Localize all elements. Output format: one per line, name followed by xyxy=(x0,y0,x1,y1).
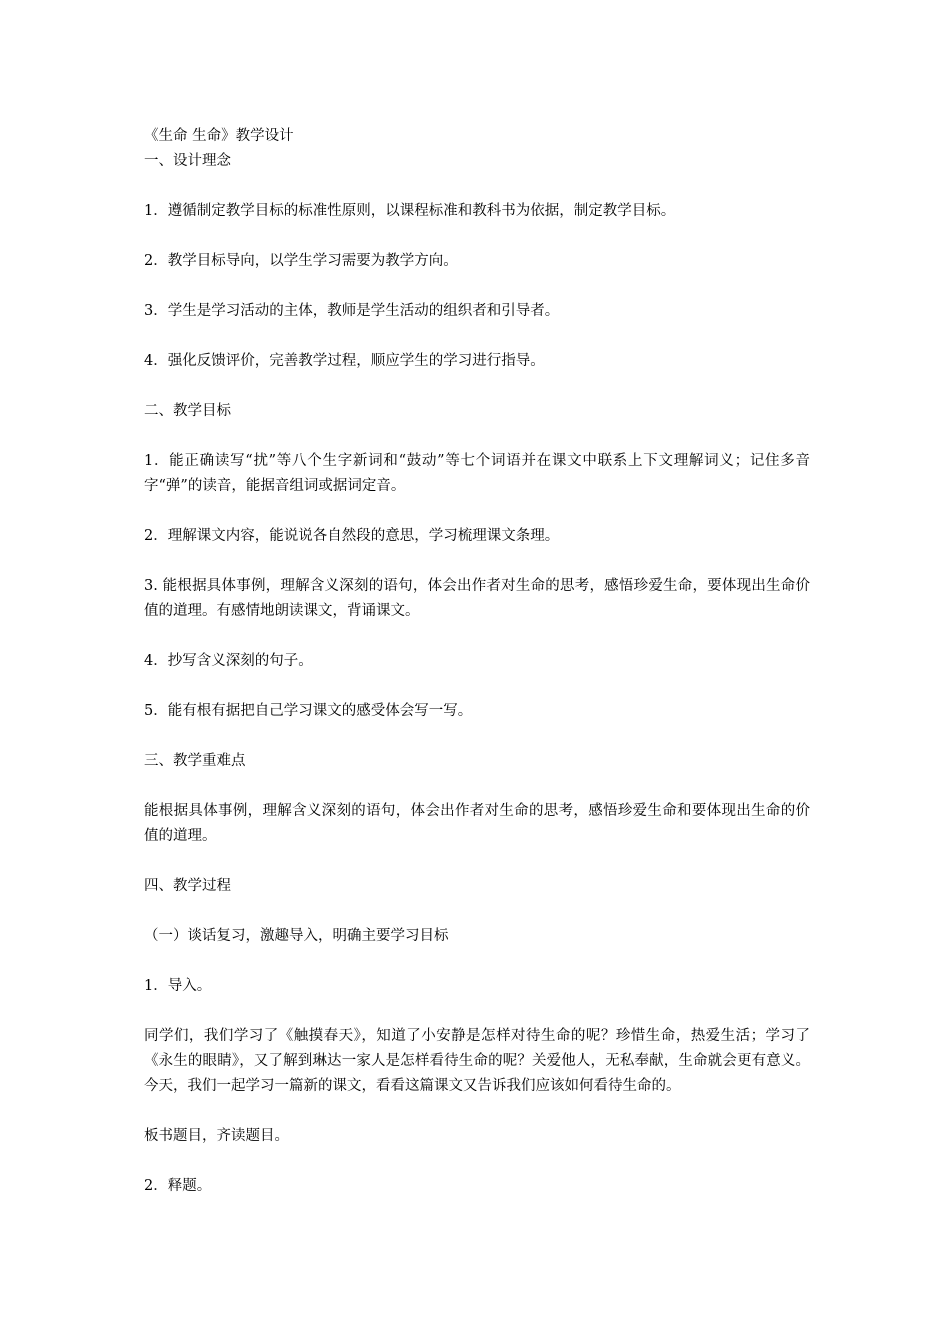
process-intro-text: 同学们，我们学习了《触摸春天》，知道了小安静是怎样对待生命的呢？珍惜生命，热爱生活；学习了《永生的眼睛》，又了解到琳达一家人是怎样看待生命的呢？关爱他人，无私奉献，生命就会更有意义。今天，我们一起学习一篇新的课文，看看这篇课文又告诉我们应该如何看待生命的。 xyxy=(144,1028,810,1094)
design-concept-item-4: 4．强化反馈评价，完善教学过程，顺应学生的学习进行指导。 xyxy=(144,353,545,369)
teaching-goal-item-3: 3. 能根据具体事例，理解含义深刻的语句，体会出作者对生命的思考，感悟珍爱生命，要体现出生命价值的道理。有感情地朗读课文，背诵课文。 xyxy=(144,578,810,619)
section-heading-key-points: 三、教学重难点 xyxy=(144,753,246,769)
document-title: 《生命 生命》教学设计 xyxy=(144,128,294,144)
process-subheading: （一）谈话复习，激趣导入，明确主要学习目标 xyxy=(144,928,449,944)
document-body xyxy=(144,124,810,1224)
process-step-2: 2．释题。 xyxy=(144,1178,212,1194)
key-points-text: 能根据具体事例，理解含义深刻的语句，体会出作者对生命的思考，感悟珍爱生命和要体现出生命的价值的道理。 xyxy=(144,803,810,844)
section-heading-teaching-process: 四、教学过程 xyxy=(144,878,231,894)
teaching-goal-item-5: 5．能有根有据把自己学习课文的感受体会写一写。 xyxy=(144,703,473,719)
section-heading-design-concept: 一、设计理念 xyxy=(144,153,231,169)
design-concept-item-3: 3．学生是学习活动的主体，教师是学生活动的组织者和引导者。 xyxy=(144,303,560,319)
design-concept-item-2: 2．教学目标导向，以学生学习需要为教学方向。 xyxy=(144,253,458,269)
process-board-note: 板书题目，齐读题目。 xyxy=(144,1128,289,1144)
teaching-goal-item-2: 2．理解课文内容，能说说各自然段的意思，学习梳理课文条理。 xyxy=(144,528,560,544)
teaching-goal-item-4: 4．抄写含义深刻的句子。 xyxy=(144,653,313,669)
design-concept-item-1: 1．遵循制定教学目标的标准性原则，以课程标准和教科书为依据，制定教学目标。 xyxy=(144,203,676,219)
section-heading-teaching-goals: 二、教学目标 xyxy=(144,403,231,419)
process-step-1: 1．导入。 xyxy=(144,978,212,994)
teaching-goal-item-1: 1．能正确读写“扰”等八个生字新词和“鼓动”等七个词语并在课文中联系上下文理解词义；记住多音字“弹”的读音，能据音组词或据词定音。 xyxy=(144,453,810,494)
